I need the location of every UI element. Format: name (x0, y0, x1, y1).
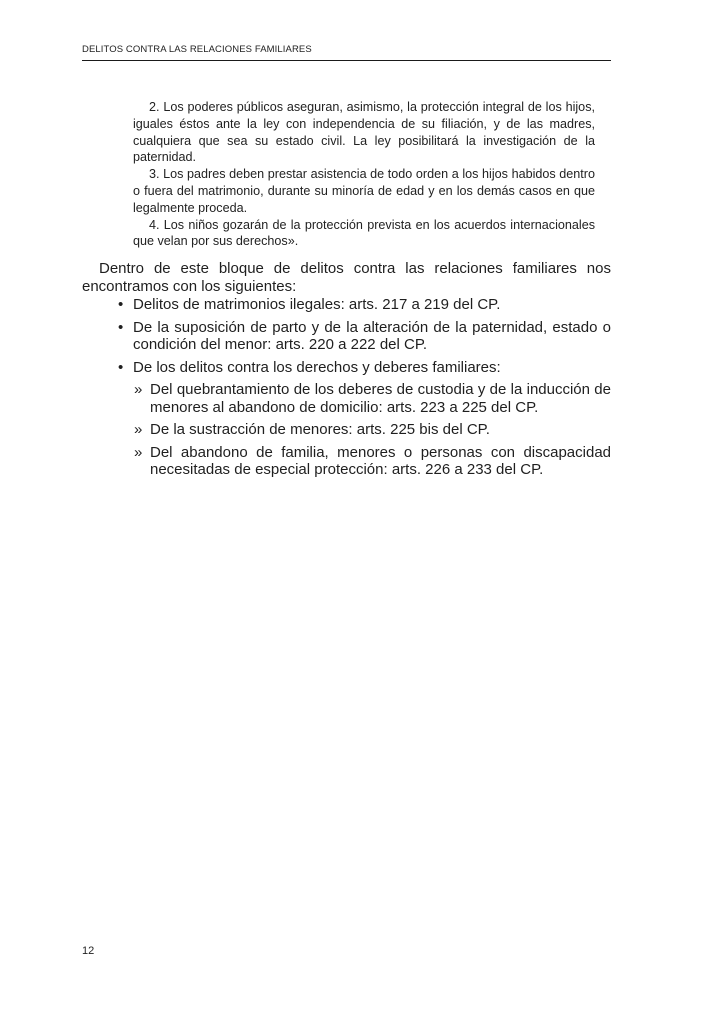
family-duties-sublist (82, 381, 611, 479)
quote-paragraph-2: 2. Los poderes públicos aseguran, asimismo, la protección integral de los hijos, iguales éstos ante la ley con independencia de su filiación, y de las madres, cualquiera que sea su estado civil. La ley posibilitará la investigación de la paternidad. (133, 100, 595, 165)
sublist-item-text: Del abandono de familia, menores o personas con discapacidad necesitadas de especial protección: arts. 226 a 233 del CP. (150, 443, 611, 478)
quote-paragraph-4: 4. Los niños gozarán de la protección prevista en los acuerdos internacionales que velan por sus derechos». (133, 217, 595, 249)
sublist-item (82, 421, 611, 439)
list-item-text: De la suposición de parto y de la alteración de la paternidad, estado o condición del menor: arts. 220 a 222 del CP. (133, 318, 611, 353)
list-item-text: De los delitos contra los derechos y deberes familiares: (133, 358, 501, 376)
offense-list (82, 296, 611, 484)
bullet-icon: • (118, 318, 124, 336)
bullet-icon: • (118, 358, 124, 376)
sublist-item (82, 444, 611, 479)
list-item (82, 319, 611, 354)
quote-paragraph-3: 3. Los padres deben prestar asistencia de todo orden a los hijos habidos dentro o fuera del matrimonio, durante su minoría de edad y en los demás casos en que legalmente proceda. (133, 167, 595, 215)
chevron-right-icon: » (134, 421, 143, 438)
sublist-item (82, 381, 611, 416)
chevron-right-icon: » (134, 381, 143, 398)
sublist-item-text: De la sustracción de menores: arts. 225 bis del CP. (150, 421, 490, 438)
chevron-right-icon: » (134, 443, 143, 461)
bullet-icon: • (118, 296, 124, 313)
sublist-item-text: Del quebrantamiento de los deberes de custodia y de la inducción de menores al abandono de domicilio: arts. 223 a 225 del CP. (150, 381, 611, 416)
page-number: 12 (82, 945, 95, 957)
list-item (82, 359, 611, 479)
running-header: DELITOS CONTRA LAS RELACIONES FAMILIARES (82, 44, 312, 55)
list-item-text: Delitos de matrimonios ilegales: arts. 217 a 219 del CP. (133, 296, 501, 313)
header-rule (82, 60, 611, 61)
quoted-article-block (133, 99, 595, 250)
list-item (82, 296, 611, 314)
intro-paragraph: Dentro de este bloque de delitos contra las relaciones familiares nos encontramos con los siguientes: (82, 260, 611, 295)
